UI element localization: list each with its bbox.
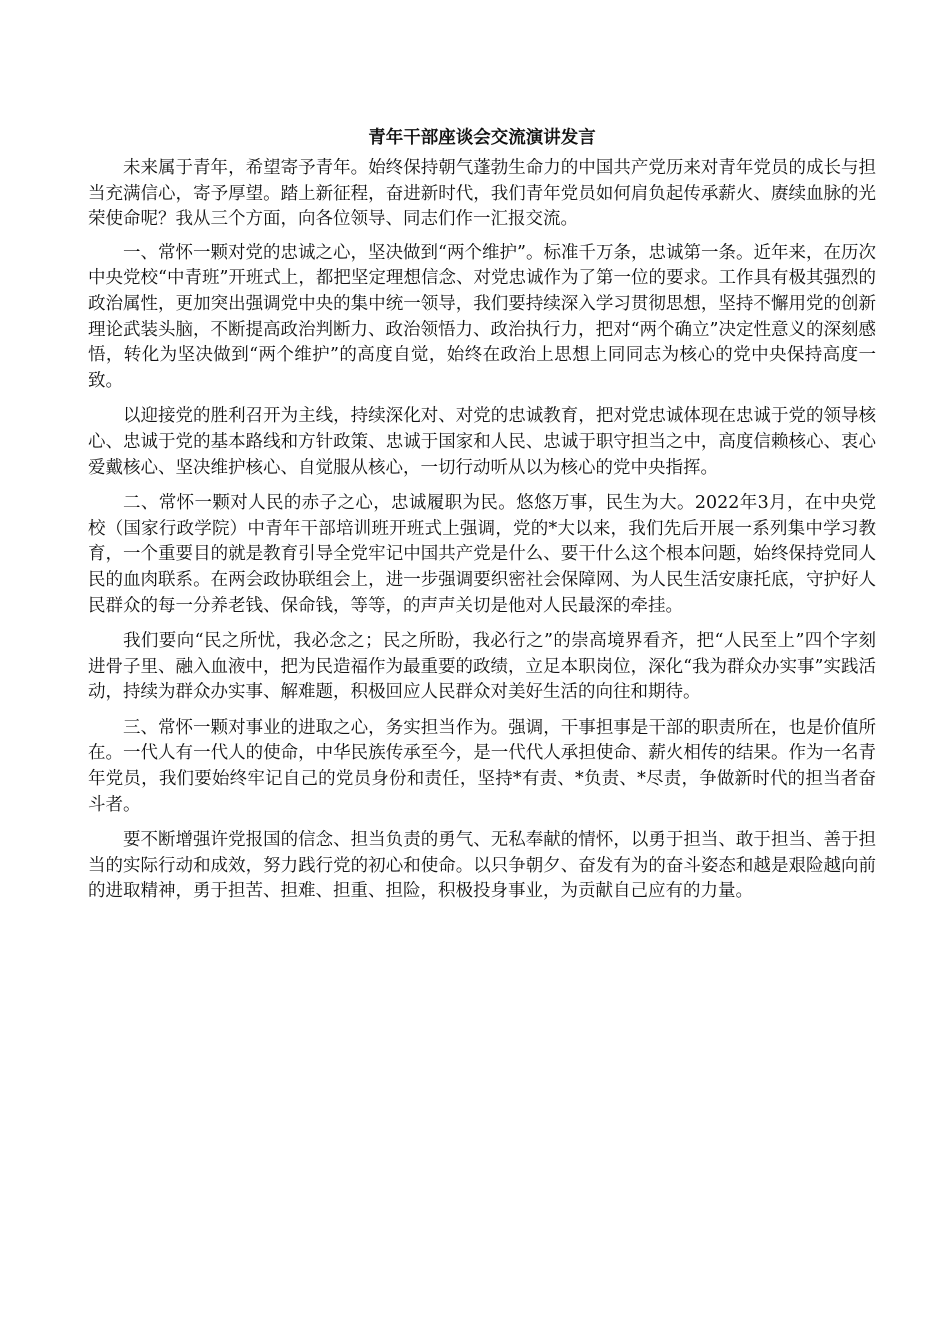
paragraph-section-two-detail: 我们要向“民之所忧，我必念之；民之所盼，我必行之”的崇高境界看齐，把“人民至上”四个字刻进骨子里、融入血液中，把为民造福作为最重要的政绩，立足本职岗位，深化“我为群众办实事”实践活动，持续为群众办实事、解难题，积极回应人民群众对美好生活的向往和期待。 (88, 631, 876, 703)
paragraph-section-two: 二、常怀一颗对人民的赤子之心，忠诚履职为民。悠悠万事，民生为大。2022年3月，在中央党校（国家行政学院）中青年干部培训班开班式上强调，党的*大以来，我们先后开展一系列集中学习教育，一个重要目的就是教育引导全党牢记中国共产党是什么、要干什么这个根本问题，始终保持党同人民的血肉联系。在两会政协联组会上，进一步强调要织密社会保障网、为人民生活安康托底，守护好人民群众的每一分养老钱、保命钱，等等，的声声关切是他对人民最深的牵挂。 (88, 493, 876, 616)
document-title: 青年干部座谈会交流演讲发言 (368, 128, 596, 148)
paragraph-section-three: 三、常怀一颗对事业的进取之心，务实担当作为。强调，干事担事是干部的职责所在，也是价值所在。一代人有一代人的使命，中华民族传承至今，是一代代人承担使命、薪火相传的结果。作为一名青年党员，我们要始终牢记自己的党员身份和责任，坚持*有责、*负责、*尽责，争做新时代的担当者奋斗者。 (88, 717, 876, 815)
paragraph-section-one-detail: 以迎接党的胜利召开为主线，持续深化对、对党的忠诚教育，把对党忠诚体现在忠诚于党的领导核心、忠诚于党的基本路线和方针政策、忠诚于国家和人民、忠诚于职守担当之中，高度信赖核心、衷心爱戴核心、坚决维护核心、自觉服从核心，一切行动听从以为核心的党中央指挥。 (88, 406, 876, 478)
paragraph-section-three-detail: 要不断增强许党报国的信念、担当负责的勇气、无私奉献的情怀，以勇于担当、敢于担当、善于担当的实际行动和成效，努力践行党的初心和使命。以只争朝夕、奋发有为的奋斗姿态和越是艰险越向前的进取精神，勇于担苦、担难、担重、担险，积极投身事业，为贡献自己应有的力量。 (88, 830, 876, 902)
document-body (88, 126, 876, 915)
paragraph-intro: 未来属于青年，希望寄予青年。始终保持朝气蓬勃生命力的中国共产党历来对青年党员的成长与担当充满信心，寄予厚望。踏上新征程，奋进新时代，我们青年党员如何肩负起传承薪火、赓续血脉的光荣使命呢？我从三个方面，向各位领导、同志们作一汇报交流。 (88, 158, 876, 230)
paragraph-section-one: 一、常怀一颗对党的忠诚之心，坚决做到“两个维护”。标准千万条，忠诚第一条。近年来，在历次中央党校“中青班”开班式上，都把坚定理想信念、对党忠诚作为了第一位的要求。工作具有极其强烈的政治属性，更加突出强调党中央的集中统一领导，我们要持续深入学习贯彻思想，坚持不懈用党的创新理论武装头脑，不断提高政治判断力、政治领悟力、政治执行力，把对“两个确立”决定性意义的深刻感悟，转化为坚决做到“两个维护”的高度自觉，始终在政治上思想上同同志为核心的党中央保持高度一致。 (88, 242, 876, 391)
